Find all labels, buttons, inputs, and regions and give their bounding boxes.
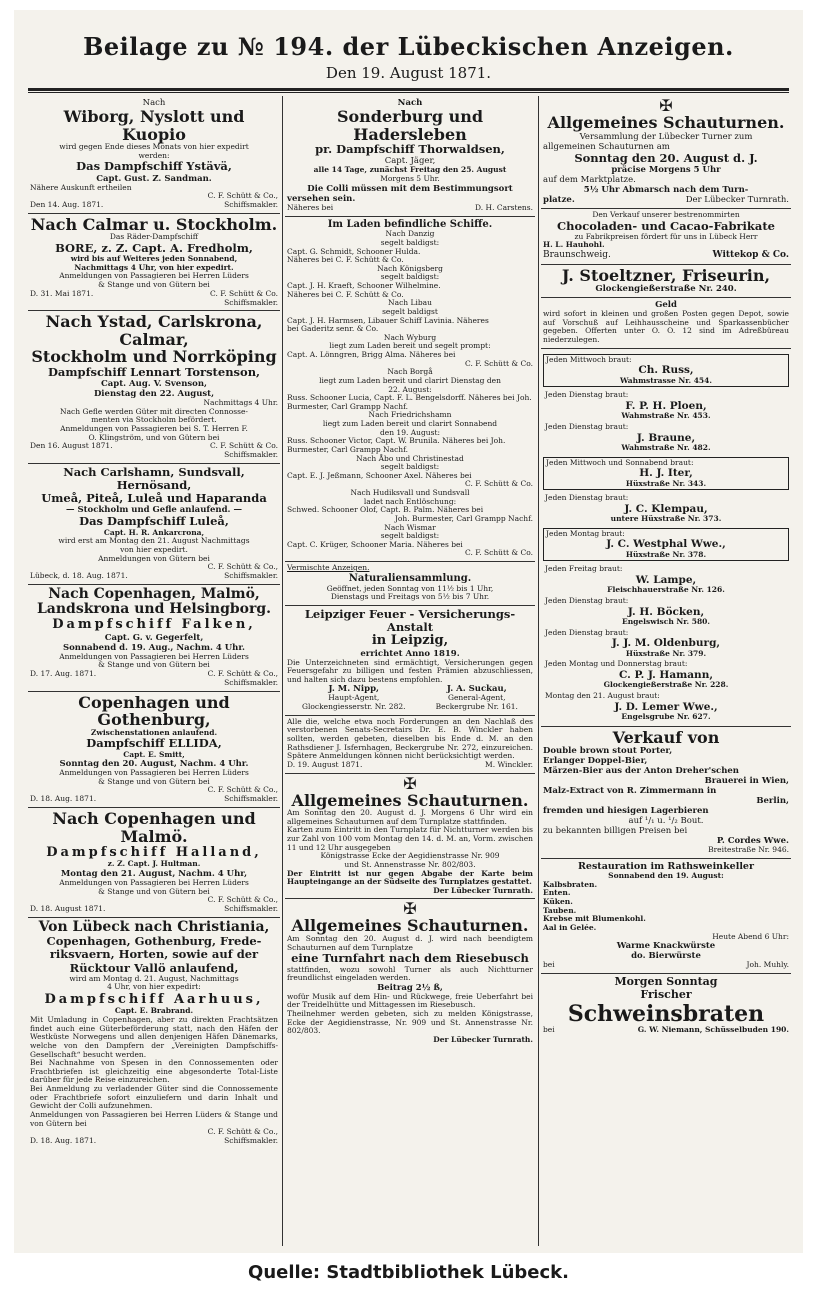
- ad-text: Nach Hudiksvall und Sundsvall: [350, 488, 470, 498]
- ad-text: bei: [543, 1025, 555, 1035]
- ad-text: Nach Libau: [388, 298, 432, 308]
- agent: Wittekop & Co.: [712, 250, 789, 260]
- brewer-name: F. P. H. Ploen,: [625, 399, 707, 412]
- ad-text: Nachmittags 4 Uhr.: [203, 398, 278, 408]
- brewer-address: Fleischhauerstraße Nr. 126.: [607, 585, 725, 595]
- ad-title: Schweinsbraten: [567, 1001, 765, 1027]
- agent-title: Schiffsmakler.: [224, 1135, 278, 1145]
- ad-text: Breitestraße Nr. 946.: [708, 845, 789, 855]
- issue-date: Den 19. August 1871.: [325, 64, 492, 82]
- ad-text: segelt baldigst: [382, 306, 438, 316]
- ad-text: Näheres bei C. F. Schütt & Co.: [287, 255, 404, 265]
- ad-title: Allgemeines Schauturnen.: [291, 916, 529, 936]
- menu-item: Kalbsbraten.: [543, 879, 598, 889]
- ad-schweinsbraten: [541, 974, 791, 1038]
- agent: C. F. Schütt & Co.,: [207, 895, 278, 905]
- menu-item: Küken.: [543, 897, 573, 907]
- ad-text: Nach Gefle werden Güter mit directen Connosse-: [60, 406, 248, 416]
- captain: Capt. Aug. V. Svenson,: [101, 379, 207, 390]
- ad-text: Capt. C. Krüger, Schooner Maria. Näheres bei: [287, 539, 463, 549]
- ad-text: Versammlung der Lübecker Turner zum: [579, 131, 753, 142]
- ad-date: Den 16. August 1871.: [30, 441, 113, 451]
- ad-text: Den Verkauf unserer bestrenommirten: [592, 209, 740, 219]
- ad-date: D. 31. Mai 1871.: [30, 288, 94, 298]
- brewer-entry: [543, 628, 789, 660]
- ad-title: Leipziger Feuer - Versicherungs-Anstalt: [304, 606, 516, 634]
- captain: Capt. G. v. Gegerfelt,: [104, 632, 204, 643]
- menu-list: [543, 881, 789, 933]
- brew-day: Jeden Dienstag braut:: [545, 596, 629, 606]
- brewer-entry: [543, 596, 789, 628]
- ad-text: menten via Stockholm befördert.: [91, 415, 217, 425]
- ad-text: Die Colli müssen mit dem Bestimmungsort: [307, 183, 513, 194]
- ad-title: Rücktour Vallö anlaufend,: [69, 960, 239, 975]
- ad-text: Nach Åbo und Christinestad: [356, 453, 464, 463]
- captain: Capt. Jäger,: [384, 156, 436, 167]
- ad-text: General-Agent,: [447, 693, 506, 703]
- agent-title: Schiffsmakler.: [224, 450, 278, 460]
- ad-text: Mit Umladung in Copenhagen, aber zu direkten Frachtsätzen findet auch eine Güterbeförderung statt, nach den Häfen der Westküste Norwegens und allen denjenigen Häfen Dänemarks, welche von den Dampfern der „Vereinigten Dampfschiffs-Gesellschaft“ besucht werden.: [30, 1015, 278, 1059]
- agent: C. F. Schütt & Co.: [464, 358, 533, 368]
- ad-text: Beitrag 2½ ß,: [377, 982, 443, 993]
- ad-text: Näheres bei C. F. Schütt & Co.: [287, 289, 404, 299]
- turner-cross-icon: ✠: [659, 96, 673, 115]
- ad-text: Bei Anmeldung zu verladender Güter sind die Connossemente oder Frachtbriefe sofort einzuliefern und darin Inhalt und Gewicht der Colli aufzunehmen.: [30, 1084, 278, 1111]
- captain: Capt. Gust. Z. Sandman.: [96, 173, 212, 184]
- ad-text: & Stange und von Gütern bei: [98, 280, 210, 290]
- brewer-address: Hüxstraße Nr. 343.: [625, 478, 707, 488]
- ad-text: Capt. J. H. Kraeft, Schooner Wilhelmine.: [287, 281, 441, 291]
- ad-date: D. 18. Aug. 1871.: [30, 794, 97, 804]
- ad-stoeltzner: [541, 265, 791, 299]
- brew-day: Jeden Montag braut:: [546, 528, 625, 538]
- ad-title: Allgemeines Schauturnen.: [547, 113, 785, 132]
- ad-text: Capt. G. Schmidt, Schooner Hulda.: [287, 246, 421, 256]
- ad-text: Malz-Extract von R. Zimmermann in: [543, 786, 717, 797]
- ad-rathsweinkeller: [541, 859, 791, 974]
- ad-title: — Stockholm und Gefle anlaufend. —: [66, 505, 242, 516]
- ad-text: Anmeldungen von Passagieren bei Herren Lüders & Stange und von Gütern bei: [30, 1109, 278, 1128]
- brewer-entry: [543, 457, 789, 491]
- ad-text: Capt. E. J. Jeßmann, Schooner Axel. Näheres bei: [287, 470, 472, 480]
- ad-text: Glockengiesserstr. Nr. 282.: [302, 702, 406, 712]
- brew-day: Jeden Mittwoch braut:: [546, 354, 632, 364]
- brewer-entry: [543, 390, 789, 422]
- ad-text: allgemeinen Schauturnen am: [543, 141, 670, 152]
- ad-text: liegt zum Laden bereit und segelt prompt:: [329, 341, 491, 351]
- menu-item: Tauben.: [543, 905, 577, 915]
- ad-ships-loading: [285, 217, 535, 563]
- brewer-entry: [543, 493, 789, 525]
- masthead-rule: [28, 88, 789, 93]
- brewer-entry: [543, 564, 789, 596]
- ad-date: D. 18. August 1871.: [30, 903, 106, 913]
- brewer-entry: [543, 691, 789, 723]
- ad-text: versehen sein.: [287, 193, 356, 204]
- brewer-address: Hüxstraße Nr. 378.: [625, 549, 707, 559]
- ad-copenhagen-malmoe: [28, 585, 280, 692]
- ad-text: liegt zum Laden bereit und clarirt Sonnabend: [322, 419, 498, 429]
- column-divider: [538, 96, 539, 1246]
- agent: Joh. Muhly.: [746, 960, 789, 970]
- ad-text: präcise Morgens 5 Uhr: [611, 164, 721, 175]
- ad-title: Wiborg, Nyslott und Kuopio: [63, 107, 245, 144]
- ad-text: und St. Annenstrasse Nr. 802/803.: [344, 859, 476, 869]
- ad-text: bei Gaderitz senr. & Co.: [287, 324, 379, 334]
- ad-text: Capt. A. Lönngren, Brigg Alma. Näheres bei: [287, 350, 456, 360]
- ad-text: fremden und hiesigen Lagerbieren: [543, 806, 709, 817]
- ad-text: auf ¹/₁ u. ¹/₂ Bout.: [628, 816, 704, 827]
- ad-naturaliensammlung: [285, 562, 535, 606]
- agent: D. H. Carstens.: [475, 202, 533, 212]
- ad-text: 22. August:: [388, 384, 432, 394]
- ad-text: 4 Uhr, von hier expedirt:: [107, 982, 201, 992]
- ad-title: Nach Copenhagen und Malmö.: [52, 808, 256, 846]
- ad-text: & Stange und von Gütern bei: [98, 660, 210, 670]
- ad-text: wird erst am Montag den 21. August Nachmittags: [58, 536, 250, 546]
- brew-day: Jeden Mittwoch und Sonnabend braut:: [546, 457, 694, 467]
- ad-date: D. 18. Aug. 1871.: [30, 1135, 97, 1145]
- ad-nachlass: [285, 716, 535, 774]
- ad-schauturnen-2: [285, 899, 535, 1047]
- ad-text: H. L. Hauhohl.: [543, 240, 605, 250]
- ad-text: Berlin,: [756, 796, 789, 807]
- ad-text: Näheres bei: [287, 202, 334, 212]
- ad-text: zu bekannten billigen Preisen bei: [543, 826, 688, 837]
- column-divider: [282, 96, 283, 1246]
- ad-text: Alle die, welche etwa noch Forderungen an den Nachlaß des verstorbenen Senats-Secretairs Dr. E. B. Winckler haben sollten, werden gebeten, dieselben bis Ende d. M. an den Rathsdiener J. Isfernhagen, Beckergrube Nr. 272, einzureichen. Spätere Anmeldungen können nicht berücksichtigt werden.: [287, 716, 533, 761]
- agent: J. A. Suckau,: [446, 684, 507, 695]
- brew-day: Jeden Montag und Donnerstag braut:: [545, 659, 688, 669]
- ad-text: auf dem Marktplatze.: [543, 174, 636, 185]
- source-credit: Quelle: Stadtbibliothek Lübeck.: [248, 1262, 569, 1283]
- ad-text: segelt baldigst:: [380, 237, 440, 247]
- ad-title: riksvaern, Horten, sowie auf der: [49, 947, 259, 962]
- agent: C. F. Schütt & Co.: [464, 548, 533, 558]
- ad-text: segelt baldigst:: [380, 531, 440, 541]
- brewer-name: J. H. Böcken,: [627, 605, 705, 618]
- ad-chocoladen: [541, 209, 791, 265]
- agent: C. F. Schütt & Co.: [209, 288, 278, 298]
- ad-date: D. 17. Aug. 1871.: [30, 669, 97, 679]
- ad-text: & Stange und von Gütern bei: [98, 776, 210, 786]
- ad-text: den 19. August:: [379, 427, 441, 437]
- ad-text: Schwed. Schooner Olof, Capt. B. Palm. Näheres bei: [287, 505, 484, 515]
- ad-text: alle 14 Tage, zunächst Freitag den 25. August: [313, 165, 507, 175]
- menu-item: Enten.: [543, 888, 571, 898]
- ad-text: Theilnehmer werden gebeten, sich zu melden Königstrasse, Ecke der Aegidienstrasse, Nr. 909 und St. Annenstrasse Nr. 802/803.: [287, 1009, 533, 1036]
- brewer-address: Hüxstraße Nr. 379.: [625, 648, 707, 658]
- ad-text: Nach Wyburg: [383, 332, 437, 342]
- ad-text: Sonnabend den 19. August:: [608, 871, 724, 881]
- ad-date: D. 19. August 1871.: [287, 759, 363, 769]
- ad-text: Warme Knackwürste: [616, 941, 716, 952]
- ad-title: Nach Ystad, Carlskrona, Calmar,: [45, 312, 263, 349]
- ad-text: zu Fabrikpreisen fördert für uns in Lübeck Herr: [574, 231, 758, 241]
- ad-text: wird sofort in kleinen und großen Posten gegen Depot, sowie auf Vorschuß auf Leihhausscheine und Sparkassenbücher gegeben. Offerten unter O. O. 12 sind im Adreßbüreau niederzulegen.: [543, 309, 789, 345]
- ship-name: Das Dampfschiff Luleå,: [79, 514, 229, 529]
- ad-text: Morgen Sonntag: [614, 975, 718, 989]
- ad-text: Nach Borgå: [387, 367, 433, 377]
- ad-text: liegt zum Laden bereit und clarirt Dienstag den: [319, 375, 501, 385]
- masthead: Beilage zu № 194. der Lübeckischen Anzeigen.: [83, 32, 734, 61]
- ad-text: Nach Wismar: [384, 522, 436, 532]
- ad-calmar: [28, 214, 280, 311]
- ad-text: Erlanger Doppel-Bier,: [543, 756, 648, 767]
- ad-text: Double brown stout Porter,: [543, 746, 673, 757]
- agent: Joh. Burmester, Carl Grampp Nachf.: [394, 513, 533, 523]
- agent-title: Schiffsmakler.: [224, 903, 278, 913]
- agent-title: Schiffsmakler.: [224, 570, 278, 580]
- turner-cross-icon: ✠: [403, 899, 417, 919]
- agent: C. F. Schütt & Co.,: [207, 191, 278, 201]
- captain: z. Z. Capt. J. Hultman.: [107, 859, 201, 869]
- brewer-address: Wahmstraße Nr. 482.: [621, 442, 711, 452]
- brewer-name: Ch. Russ,: [638, 364, 694, 377]
- ad-text: Karten zum Eintritt in den Turnplatz für Nichtturner werden bis zur Zahl von 100 vom Montag den 14. d. M. an, Vorm. zwischen 11 und 12 Uhr ausgegeben: [287, 825, 533, 852]
- ship-name: pr. Dampfschiff Thorwaldsen,: [315, 142, 505, 157]
- agent: M. Winckler.: [485, 759, 533, 769]
- ad-text: Die Unterzeichneten sind ermächtigt, Versicherungen gegen Feuersgefahr zu billigen und festen Prämien abzuschliessen, und halten sich dazu bestens empfohlen.: [287, 657, 533, 684]
- agent: C. F. Schütt & Co.: [464, 479, 533, 489]
- ad-text: Glockengießerstraße Nr. 240.: [595, 284, 737, 295]
- column-2: [285, 96, 535, 1246]
- ad-title: Verkauf von: [612, 727, 720, 747]
- ad-text: von hier expedirt.: [120, 544, 188, 554]
- ad-title: eine Turnfahrt nach dem Riesebusch: [291, 951, 529, 966]
- ad-text: Frischer: [640, 988, 692, 1002]
- agent: C. F. Schütt & Co.,: [207, 785, 278, 795]
- ad-christiania: [28, 918, 280, 1149]
- brew-day: Jeden Dienstag braut:: [545, 390, 629, 400]
- ship-name: Dampfschiff ELLIDA,: [86, 736, 222, 751]
- ad-ystad: [28, 311, 280, 464]
- ad-text: O. Klingström, und von Gütern bei: [88, 432, 220, 442]
- brewer-address: Engelsgrube Nr. 627.: [621, 711, 711, 721]
- brewer-entry: [543, 528, 789, 562]
- brewer-name: C. P. J. Hamann,: [619, 668, 713, 681]
- ad-text: stattfinden, wozu sowohl Turner als auch Nichtturner freundlichst eingeladen werden.: [287, 964, 533, 983]
- menu-item: Krebse mit Blumenkohl.: [543, 914, 646, 924]
- agent: J. M. Nipp,: [328, 684, 379, 695]
- ad-title: Umeå, Piteå, Luleå und Haparanda: [41, 491, 267, 506]
- ad-title: Sonderburg und Hadersleben: [336, 107, 484, 144]
- ad-gothenburg: [28, 692, 280, 808]
- ad-verkauf: [541, 727, 791, 859]
- agent: C. F. Schütt & Co.,: [207, 669, 278, 679]
- brewer-name: J. C. Westphal Wwe.,: [606, 538, 726, 551]
- brewer-address: Glockengießerstraße Nr. 228.: [603, 680, 729, 690]
- signature: Der Lübecker Turnrath.: [433, 1034, 533, 1044]
- column-3: [541, 96, 791, 1246]
- ship-name: Das Dampfschiff Ystävä,: [76, 159, 232, 174]
- ad-carlshamn: [28, 464, 280, 585]
- agent-title: Schiffsmakler.: [224, 677, 278, 687]
- brewer-name: J. J. M. Oldenburg,: [611, 637, 721, 650]
- signature: Der Lübecker Turnrath.: [685, 194, 789, 205]
- ad-text: bei: [543, 960, 555, 970]
- ship-name: Dampfschiff Falken,: [52, 617, 256, 633]
- ad-text: Nach: [397, 98, 423, 108]
- agent: C. F. Schütt & Co.: [209, 441, 278, 451]
- ad-date: Den 14. Aug. 1871.: [30, 199, 104, 209]
- newspaper-page: [14, 10, 803, 1253]
- agent: P. Cordes Wwe.: [716, 836, 789, 847]
- captain: Capt. E. Smitt,: [123, 749, 185, 759]
- ad-text: wird gegen Ende dieses Monats von hier expedirt: [59, 142, 249, 152]
- brew-day: Jeden Dienstag braut:: [545, 421, 629, 431]
- ad-title: J. Stoeltzner, Friseurin,: [561, 265, 771, 285]
- ad-title: Copenhagen und Gothenburg,: [78, 692, 230, 730]
- turner-cross-icon: ✠: [403, 773, 417, 793]
- brewer-address: Engelswisch Nr. 580.: [621, 617, 711, 627]
- ad-title: Copenhagen, Gothenburg, Frede-: [46, 934, 262, 949]
- ad-text: Morgens 5 Uhr.: [380, 174, 440, 184]
- brew-day: Jeden Freitag braut:: [545, 564, 623, 574]
- brew-day: Jeden Dienstag braut:: [545, 493, 629, 503]
- agent: C. F. Schütt & Co.,: [207, 562, 278, 572]
- ad-text: Dienstags und Freitags von 5½ bis 7 Uhr.: [330, 592, 490, 602]
- brewer-name: J. C. Klempau,: [624, 502, 708, 515]
- agent: G. W. Niemann, Schüsselbuden 190.: [637, 1025, 789, 1035]
- signature: Der Lübecker Turnrath.: [433, 885, 533, 895]
- ad-text: Beckergrube Nr. 161.: [435, 702, 518, 712]
- ad-text: segelt baldigst:: [380, 272, 440, 282]
- ad-text: wofür Musik auf dem Hin- und Rückwege, freie Ueberfahrt bei der Treidelhütte und Mittagessen im Riesebusch.: [287, 991, 533, 1010]
- brewer-address: Wahmstraße Nr. 453.: [621, 411, 711, 421]
- brew-day: Jeden Dienstag braut:: [545, 627, 629, 637]
- ad-text: Sonntag den 20. August d. J.: [574, 150, 758, 165]
- ad-text: Haupt-Agent,: [328, 693, 380, 703]
- ad-title: Naturaliensammlung.: [348, 572, 472, 584]
- ad-text: Brauerei in Wien,: [704, 776, 789, 787]
- ad-text: wird bis auf Weiteres jeden Sonnabend,: [70, 254, 238, 264]
- ad-title: Nach Carlshamn, Sundsvall, Hernösand,: [63, 464, 245, 493]
- ad-text: Anmeldungen von Passagieren bei Herren Lüders: [59, 768, 249, 778]
- column-1: [28, 96, 280, 1246]
- brew-day: Montag den 21. August braut:: [545, 690, 660, 700]
- ad-text: Anmeldungen von Passagieren bei Herren Lüders: [59, 271, 249, 281]
- ad-text: platze.: [543, 194, 575, 205]
- ad-title: Nach Calmar u. Stockholm.: [30, 214, 278, 234]
- ad-text: werden:: [138, 150, 170, 160]
- ad-text: Nach Königsberg: [377, 263, 443, 273]
- ship-name: Dampfschiff Halland,: [46, 845, 262, 861]
- ship-name: BORE, z. Z. Capt. A. Fredholm,: [55, 241, 253, 255]
- ad-text: Nähere Auskunft ertheilen: [30, 182, 132, 192]
- ad-wiborg: [28, 96, 280, 214]
- ad-title: in Leipzig,: [371, 633, 449, 649]
- ad-halland: [28, 808, 280, 918]
- ad-title: Restauration im Rathsweinkeller: [578, 860, 754, 872]
- brewer-name: H. J. Iter,: [639, 467, 693, 480]
- ad-text: Zwischenstationen anlaufend.: [90, 727, 218, 737]
- ad-text: Anmeldungen von Passagieren bei Herren Lüders: [59, 878, 249, 888]
- captain: Capt. E. Brabrand.: [114, 1006, 194, 1016]
- ship-name: Dampfschiff Lennart Torstenson,: [47, 364, 261, 379]
- ad-title: Chocoladen- und Cacao-Fabrikate: [557, 218, 775, 233]
- ad-text: ladet nach Entlöschung:: [363, 496, 457, 506]
- agent-title: Schiffsmakler.: [224, 794, 278, 804]
- ad-date: Lübeck, d. 18. Aug. 1871.: [30, 570, 128, 580]
- brewer-name: W. Lampe,: [635, 574, 697, 587]
- ad-text: Anmeldungen von Gütern bei: [98, 553, 210, 563]
- ad-title: Geld: [655, 300, 677, 311]
- ad-text: Märzen-Bier aus der Anton Dreher'schen: [543, 766, 739, 777]
- ad-text: Am Sonntag den 20. August d. J. wird nach beendigtem Schauturnen auf dem Turnplatze: [287, 934, 533, 952]
- brewer-entry: [543, 422, 789, 454]
- brewer-entry: [543, 354, 789, 388]
- ad-text: Heute Abend 6 Uhr:: [712, 931, 789, 941]
- brewer-address: untere Hüxstraße Nr. 373.: [610, 514, 722, 524]
- ad-text: Nach Danzig: [385, 229, 435, 239]
- ad-title: Im Laden befindliche Schiffe.: [327, 218, 493, 230]
- ad-schauturnen-3: [541, 96, 791, 209]
- brewer-name: J. Braune,: [636, 431, 696, 444]
- ad-leipziger: [285, 606, 535, 716]
- agent-title: Schiffsmakler.: [224, 199, 278, 209]
- ad-text: Braunschweig.: [543, 250, 611, 260]
- ad-text: 5½ Uhr Abmarsch nach dem Turn-: [583, 184, 749, 195]
- ad-text: Russ. Schooner Lucia, Capt. F. L. Bengelsdorff. Näheres bei Joh. Burmester, Carl Grampp Nachf.: [287, 393, 532, 411]
- ad-text: Königstrasse Ecke der Aegidienstrasse Nr. 909: [320, 851, 500, 861]
- brewer-entry: [543, 659, 789, 691]
- ad-text: Russ. Schooner Victor, Capt. W. Brunila. Näheres bei Joh. Burmester, Carl Grampp Nachf.: [287, 436, 506, 454]
- ad-text: do. Bierwürste: [631, 951, 701, 962]
- brewer-name: J. D. Lemer Wwe.,: [614, 700, 718, 713]
- ad-title: Von Lübeck nach Christiania,: [38, 918, 270, 935]
- ad-text: Das Räder-Dampfschiff: [109, 232, 199, 242]
- ad-title: Nach Copenhagen, Malmö, Landskrona und Helsingborg.: [36, 585, 272, 618]
- ad-title: errichtet Anno 1819.: [360, 648, 460, 659]
- menu-item: Aal in Gelée.: [543, 922, 597, 932]
- ad-text: Am Sonntag den 20. August d. J. Morgens 6 Uhr wird ein allgemeines Schauturnen auf dem Turnplatze stattfinden.: [287, 808, 533, 826]
- ad-text: Nach Friedrichshamn: [368, 410, 452, 420]
- ad-text: Nach: [142, 98, 166, 108]
- ad-text: Geöffnet, jeden Sonntag von 11½ bis 1 Uhr,: [326, 583, 494, 593]
- agent: C. F. Schütt & Co.,: [207, 1127, 278, 1137]
- captain: Capt. H. R. Ankarcrona,: [103, 527, 205, 537]
- ad-text: segelt baldigst:: [380, 462, 440, 472]
- ad-title: Allgemeines Schauturnen.: [291, 790, 529, 810]
- ad-schauturnen-1: [285, 774, 535, 900]
- ad-sonderburg: [285, 96, 535, 217]
- brewer-address: Wahmstrasse Nr. 454.: [620, 375, 712, 385]
- ad-text: Capt. J. H. Harmsen, Libauer Schiff Lavinia. Näheres: [287, 315, 489, 325]
- agent-title: Schiffsmakler.: [224, 297, 278, 307]
- ad-title: Stockholm und Norrköping: [31, 347, 277, 367]
- ad-text: Der Eintritt ist nur gegen Abgabe der Karte beim Haupteingange an der Südseite des Turnplatzes gestattet.: [287, 868, 533, 887]
- ad-text: Anmeldungen von Passagieren bei Herren Lüders: [59, 651, 249, 661]
- departure-day: Montag den 21. August, Nachm. 4 Uhr,: [60, 869, 248, 880]
- ad-geld: [541, 298, 791, 349]
- ad-text: Anmeldungen von Passagieren bei S. T. Herren F.: [60, 424, 248, 434]
- section-heading: Vermischte Anzeigen.: [287, 563, 370, 573]
- departure-day: Sonntag den 20. August, Nachm. 4 Uhr.: [59, 759, 249, 770]
- ship-name: Dampfschiff Aarhuus,: [44, 992, 264, 1008]
- ad-text: Bei Nachnahme von Spesen in den Connossementen oder Frachtbriefen ist gleichzeitig eine abgesonderte Total-Liste darüber für jede Reise einzureichen.: [30, 1058, 278, 1085]
- ad-text: wird am Montag d. 21. August, Nachmittags: [69, 973, 239, 983]
- departure-day: Dienstag den 22. August,: [93, 389, 215, 400]
- brewers-list: [541, 349, 791, 727]
- ad-text: Nachmittags 4 Uhr, von hier expedirt.: [74, 262, 234, 272]
- ad-text: & Stange und von Gütern bei: [98, 886, 210, 896]
- departure-day: Sonnabend d. 19. Aug., Nachm. 4 Uhr.: [63, 642, 245, 653]
